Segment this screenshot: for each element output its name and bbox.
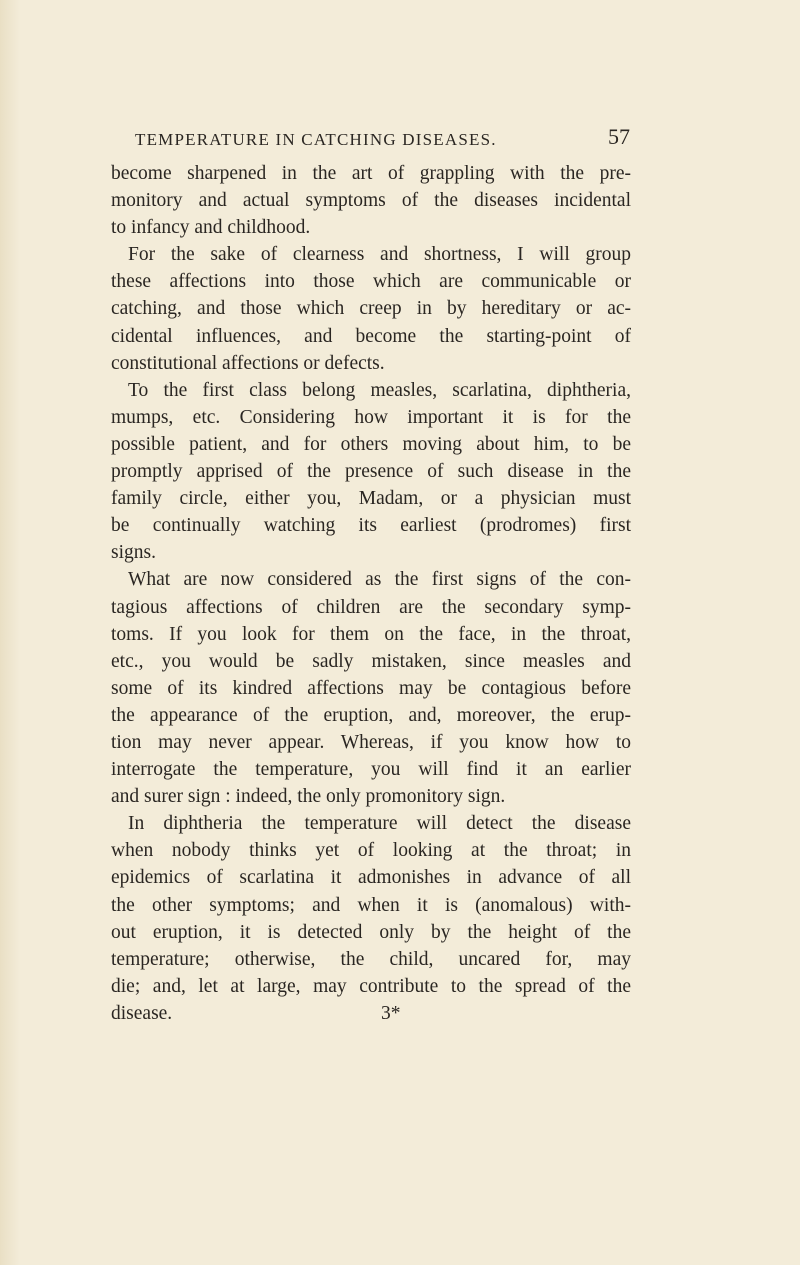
text-line: when nobody thinks yet of looking at the throat; in	[111, 840, 631, 862]
body-text	[111, 160, 631, 1027]
text-line: toms. If you look for them on the face, in the throat,	[111, 623, 631, 645]
text-line: cidental influences, and become the starting-point of	[111, 325, 631, 347]
text-line: temperature; otherwise, the child, uncared for, may	[111, 948, 631, 970]
final-line	[111, 1000, 631, 1027]
page-edge-shadow	[0, 0, 20, 1265]
text-line: possible patient, and for others moving about him, to be	[111, 433, 631, 455]
text-line: die; and, let at large, may contribute to the spread of the	[111, 975, 631, 997]
text-line: the appearance of the eruption, and, moreover, the erup-	[111, 704, 631, 726]
last-word: disease.	[111, 1002, 173, 1024]
text-line: to infancy and childhood.	[111, 217, 311, 239]
text-line: these affections into those which are communicable or	[111, 271, 631, 293]
text-line: etc., you would be sadly mistaken, since measles and	[111, 650, 631, 672]
text-line: catching, and those which creep in by hereditary or ac-	[111, 298, 631, 320]
text-line: family circle, either you, Madam, or a physician must	[111, 488, 631, 510]
signature-mark: 3*	[381, 1002, 401, 1024]
page-number: 57	[608, 124, 630, 149]
header-title: TEMPERATURE IN CATCHING DISEASES.	[135, 130, 497, 149]
text-line: out eruption, it is detected only by the height of the	[111, 921, 631, 943]
text-line: interrogate the temperature, you will find it an earlier	[111, 759, 631, 781]
text-line: constitutional affections or defects.	[111, 352, 385, 374]
text-line: monitory and actual symptoms of the diseases incidental	[111, 190, 631, 212]
text-line: be continually watching its earliest (prodromes) first	[111, 515, 631, 537]
text-line: To the first class belong measles, scarlatina, diphtheria,	[128, 379, 631, 401]
text-line: epidemics of scarlatina it admonishes in advance of all	[111, 867, 631, 889]
text-line: some of its kindred affections may be contagious before	[111, 677, 631, 699]
text-line: For the sake of clearness and shortness, I will group	[128, 244, 631, 266]
text-line: What are now considered as the first signs of the con-	[128, 569, 631, 591]
text-line: promptly apprised of the presence of such disease in the	[111, 461, 631, 483]
text-line: In diphtheria the temperature will detect the disease	[128, 813, 631, 835]
text-line: tion may never appear. Whereas, if you know how to	[111, 731, 631, 753]
text-line: tagious affections of children are the secondary symp-	[111, 596, 631, 618]
text-line: mumps, etc. Considering how important it is for the	[111, 406, 631, 428]
text-line: and surer sign : indeed, the only promonitory sign.	[111, 786, 506, 808]
text-line: signs.	[111, 542, 156, 564]
text-line: become sharpened in the art of grappling with the pre-	[111, 163, 631, 184]
text-line: the other symptoms; and when it is (anomalous) with-	[111, 894, 631, 916]
